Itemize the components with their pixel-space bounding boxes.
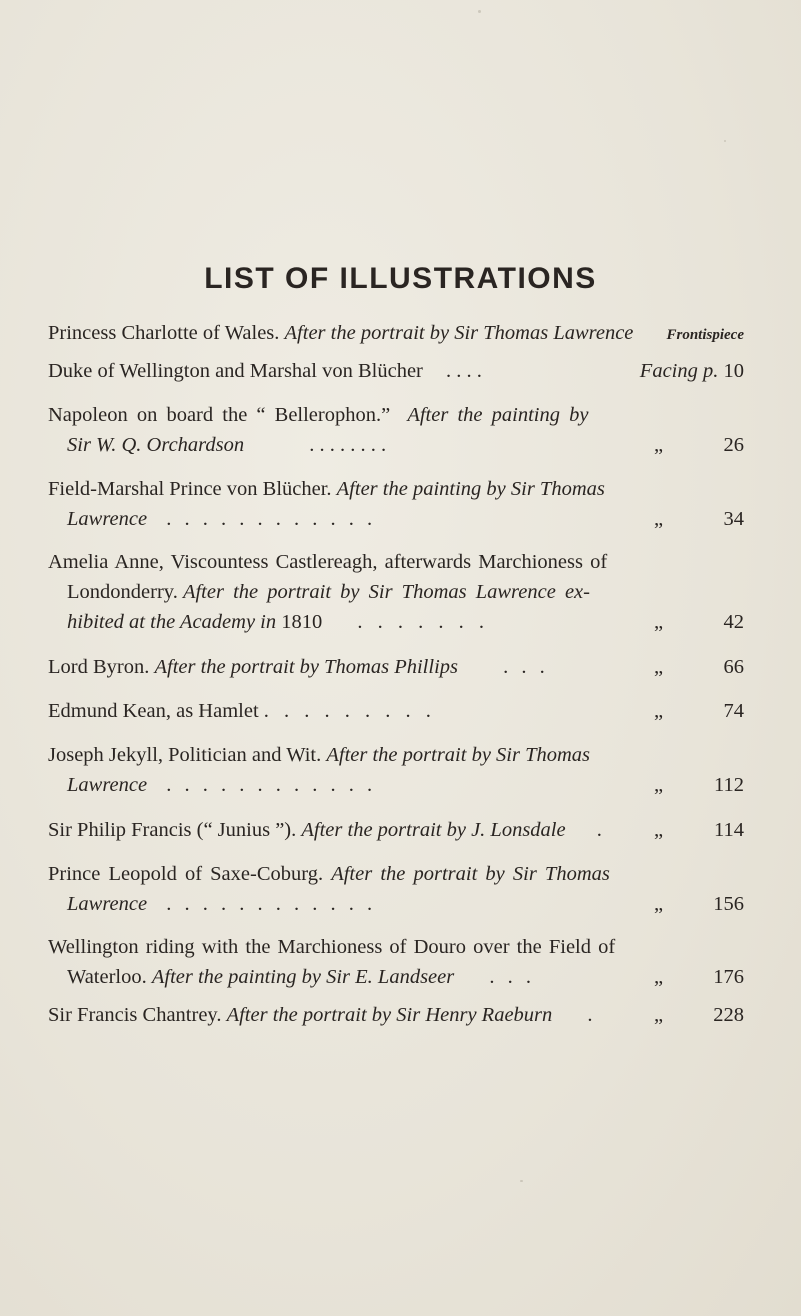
entry-subject: Sir Philip Francis (“ Junius ”). — [48, 819, 297, 841]
ditto-mark: „ — [654, 1004, 664, 1026]
list-item — [48, 859, 744, 919]
leader-dots: . . . . . . . . . — [263, 700, 431, 722]
facing-label: Facing p. — [639, 360, 719, 382]
entry-subject: Prince Leopold of Saxe-Coburg. — [48, 863, 324, 885]
entry-page: 34 — [723, 508, 744, 530]
ditto-mark: „ — [654, 611, 664, 633]
entry-credit: After the portrait by Sir Thomas — [326, 744, 591, 766]
leader-dots: . — [596, 819, 602, 841]
entry-subject: Princess Charlotte of Wales. — [48, 322, 280, 344]
leader-dots: . . . . . . . . . . . . — [166, 508, 373, 530]
list-item — [48, 1000, 744, 1030]
list-item — [48, 318, 744, 348]
ditto-mark: „ — [654, 774, 664, 796]
entry-credit: After the portrait by Thomas Phillips — [154, 656, 459, 678]
entry-page: 176 — [713, 966, 744, 988]
entry-credit: After the painting by — [407, 404, 589, 426]
entry-credit: Sir W. Q. Orchardson — [67, 434, 245, 456]
entry-subject: Joseph Jekyll, Politician and Wit. — [48, 744, 322, 766]
list-item — [48, 652, 744, 682]
ditto-mark: „ — [654, 508, 664, 530]
ditto-mark: „ — [654, 656, 664, 678]
entry-year: 1810 — [281, 611, 323, 633]
entry-subject: Napoleon on board the “ Bellerophon.” — [48, 404, 391, 426]
entry-subject: Londonderry. — [67, 581, 178, 603]
list-item — [48, 696, 744, 726]
entry-subject: Lord Byron. — [48, 656, 150, 678]
ditto-mark: „ — [654, 700, 664, 722]
list-item — [48, 547, 744, 637]
entry-credit: Lawrence — [67, 774, 148, 796]
list-item — [48, 932, 744, 992]
entry-page: 10 — [723, 360, 744, 382]
list-item — [48, 356, 744, 386]
leader-dots: . . . . . . . — [357, 611, 484, 633]
entry-page: Frontispiece — [666, 327, 744, 343]
leader-dots: . . . — [503, 656, 545, 678]
entry-page: 26 — [723, 434, 744, 456]
entry-page: 112 — [714, 774, 744, 796]
entry-subject: Sir Francis Chantrey. — [48, 1004, 222, 1026]
leader-dots: . . . . . . . . — [309, 434, 387, 456]
entry-page: 74 — [723, 700, 744, 722]
ditto-mark: „ — [654, 893, 664, 915]
leader-dots: . . . — [489, 966, 531, 988]
entry-page: 42 — [723, 611, 744, 633]
leader-dots: . . . . . . . . . . . . — [166, 774, 373, 796]
list-item — [48, 740, 744, 800]
leader-dots: . . . . . . . . . . . . — [166, 893, 373, 915]
entry-credit: After the portrait by J. Lonsdale — [301, 819, 566, 841]
leader-dots: . — [587, 1004, 593, 1026]
entry-credit: Lawrence — [67, 508, 148, 530]
ditto-mark: „ — [654, 819, 664, 841]
list-title: LIST OF ILLUSTRATIONS — [204, 262, 597, 295]
entry-subject: Wellington riding with the Marchioness of Douro over the Field of — [48, 936, 616, 958]
paper-speck — [478, 10, 481, 13]
ditto-mark: „ — [654, 966, 664, 988]
entry-subject: Waterloo. — [67, 966, 147, 988]
list-item — [48, 815, 744, 845]
entry-credit: After the portrait by Sir Thomas Lawrence — [284, 322, 634, 344]
entry-subject: Field-Marshal Prince von Blücher. — [48, 478, 332, 500]
paper-speck — [724, 140, 726, 142]
entry-credit: After the portrait by Sir Thomas Lawrence ex- — [182, 581, 590, 603]
entry-subject: Amelia Anne, Viscountess Castlereagh, afterwards Marchioness of — [48, 551, 608, 573]
entry-page-facing — [640, 356, 744, 386]
ditto-mark: „ — [654, 434, 664, 456]
paper-speck — [520, 1180, 523, 1182]
entry-credit: After the painting by Sir Thomas — [336, 478, 605, 500]
entry-credit: hibited at the Academy in — [67, 611, 277, 633]
entry-subject: Edmund Kean, as Hamlet — [48, 700, 259, 722]
entry-credit: After the portrait by Sir Thomas — [331, 863, 610, 885]
list-item — [48, 474, 744, 534]
entry-page: 66 — [723, 656, 744, 678]
leader-dots: . . . . — [446, 360, 482, 382]
entry-page: 156 — [713, 893, 744, 915]
list-item — [48, 400, 744, 460]
entry-credit: After the painting by Sir E. Landseer — [151, 966, 455, 988]
entry-subject: Duke of Wellington and Marshal von Blücher — [48, 360, 423, 382]
entry-credit: After the portrait by Sir Henry Raeburn — [226, 1004, 553, 1026]
entry-page: 228 — [713, 1004, 744, 1026]
entry-page: 114 — [714, 819, 744, 841]
entry-credit: Lawrence — [67, 893, 148, 915]
